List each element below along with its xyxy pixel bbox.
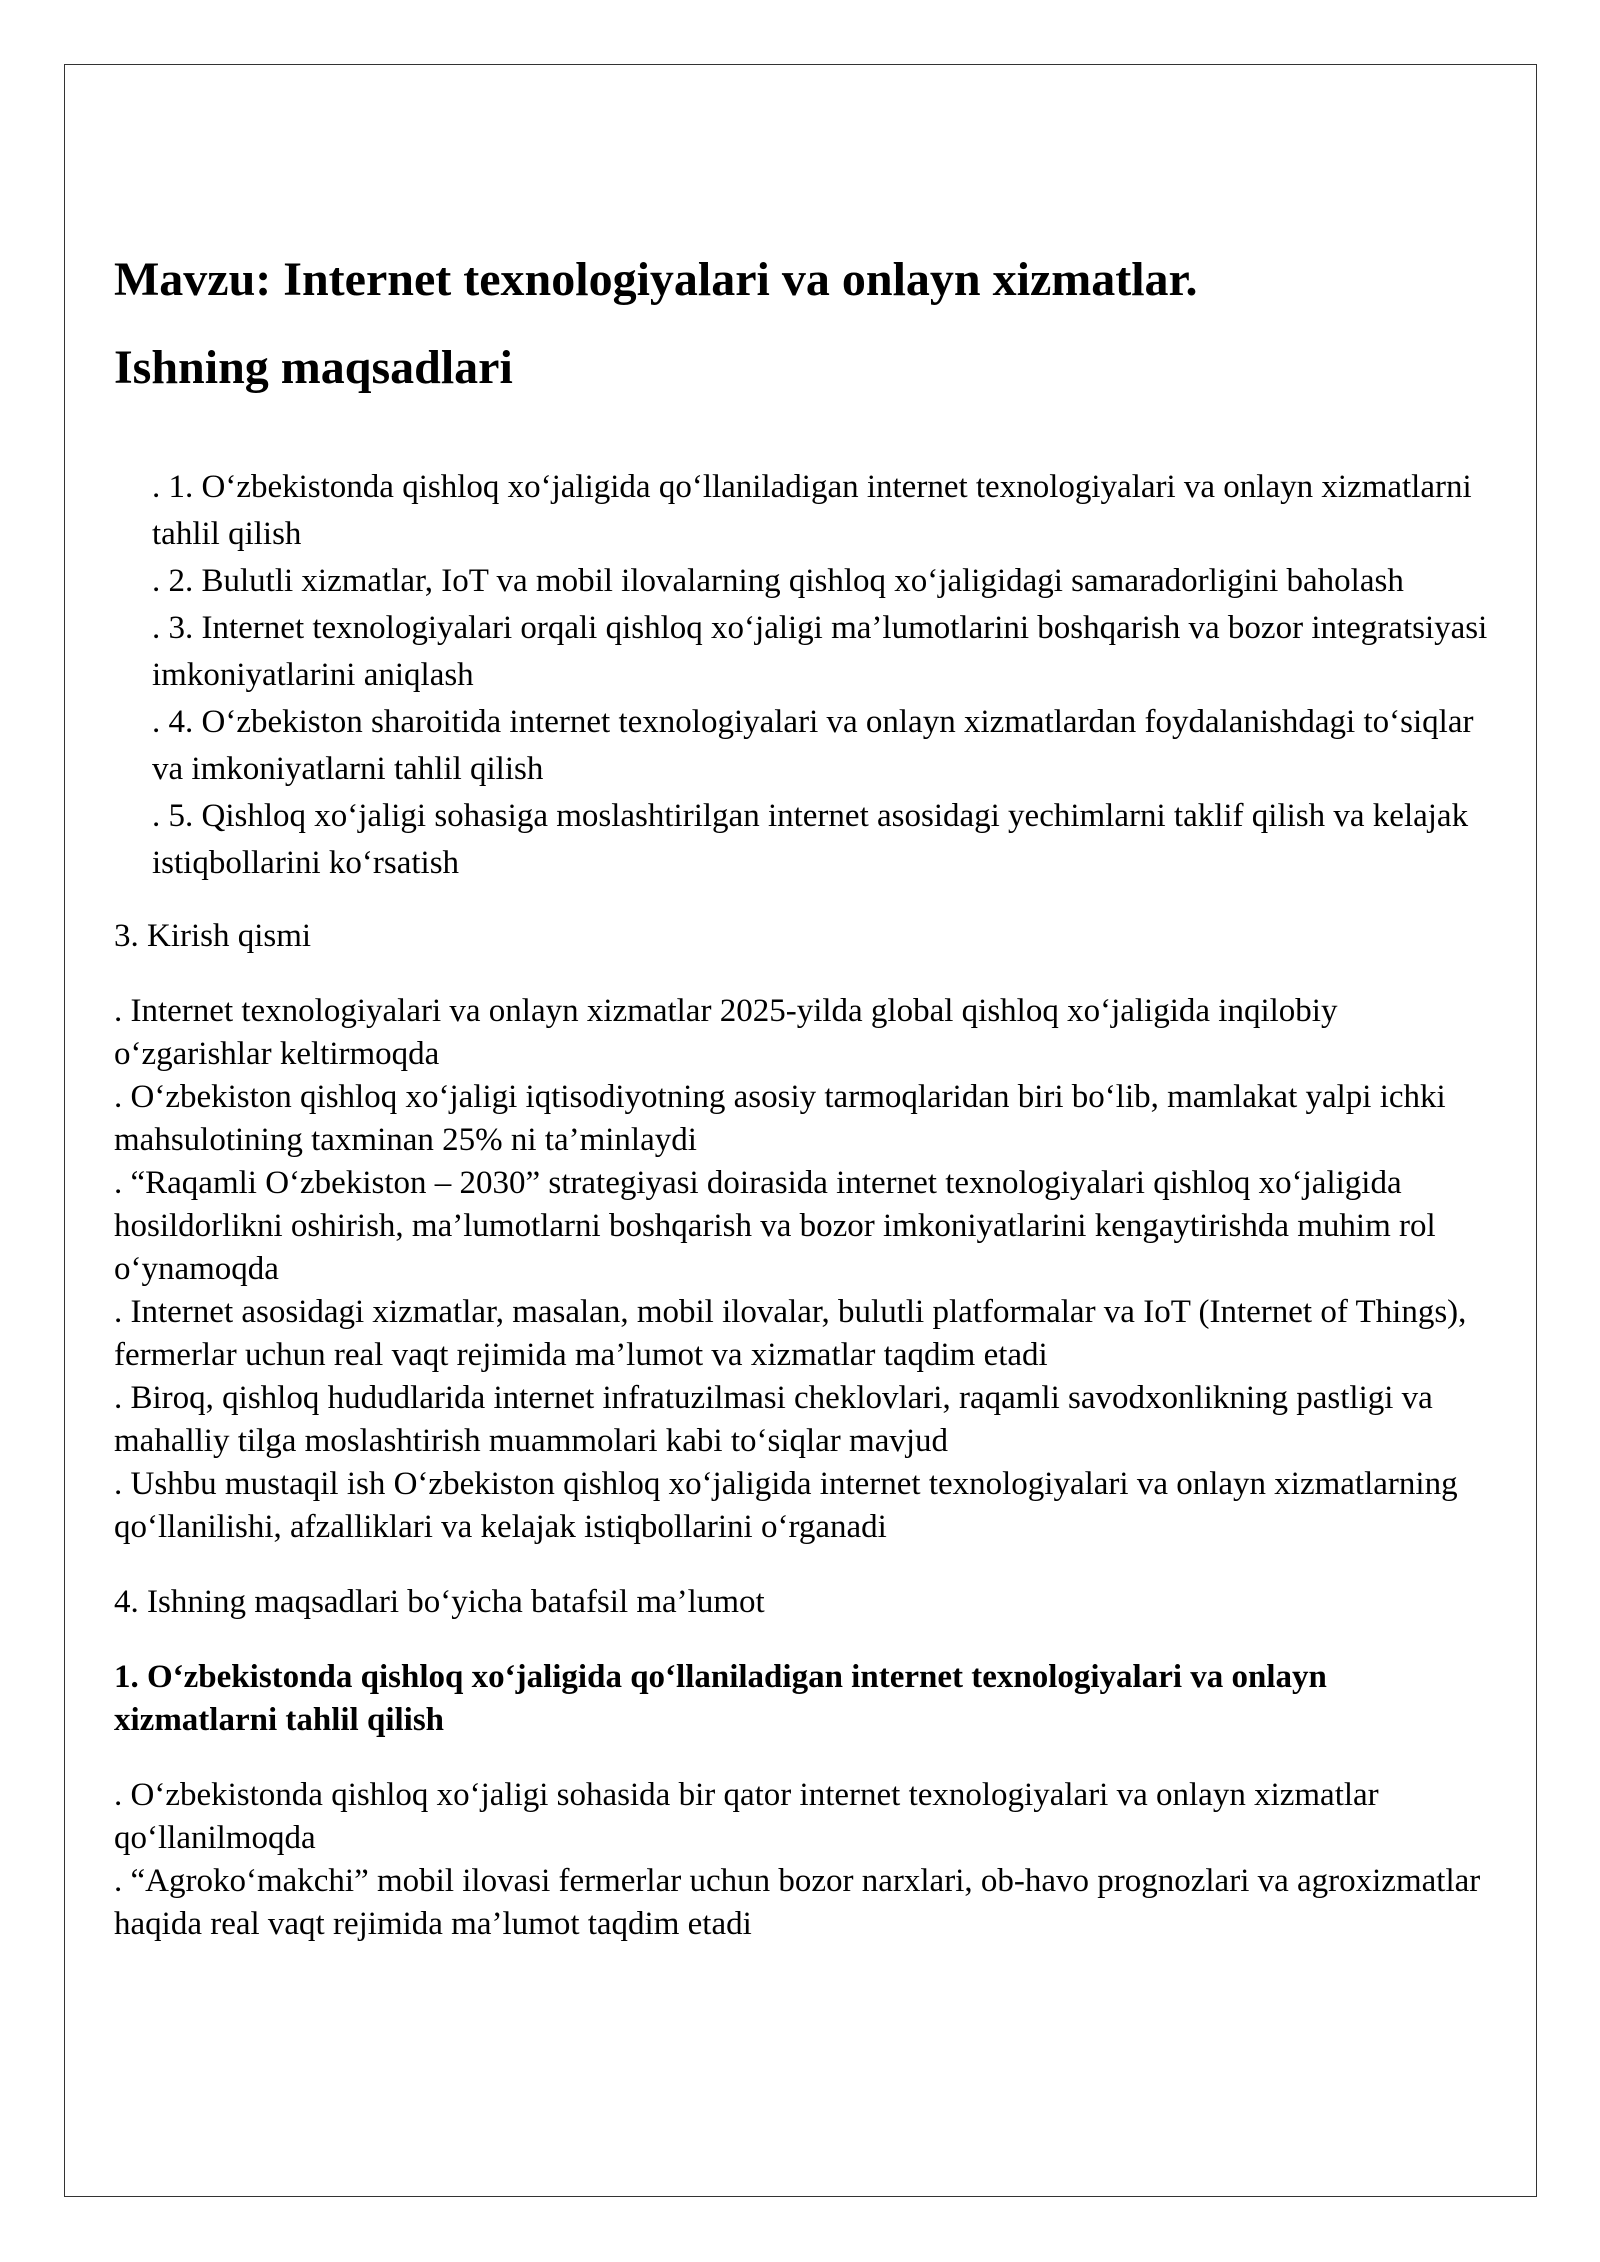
- goal-item: . 4. O‘zbekiston sharoitida internet texnologiyalari va onlayn xizmatlardan foydalanishdagi to‘siqlar va imkoniyatlarni tahlil qilish: [152, 704, 1474, 787]
- document-title: Mavzu: Internet texnologiyalari va onlayn xizmatlar.: [114, 253, 1198, 306]
- details-section-label: 4. Ishning maqsadlari bo‘yicha batafsil ma’lumot: [114, 1584, 765, 1620]
- intro-paragraph: . Internet asosidagi xizmatlar, masalan, mobil ilovalar, bulutli platformalar va IoT (Internet of Things), fermerlar uchun real vaqt rejimida ma’lumot va xizmatlar taqdim etadi: [114, 1294, 1467, 1373]
- intro-paragraph: . O‘zbekiston qishloq xo‘jaligi iqtisodiyotning asosiy tarmoqlaridan biri bo‘lib, mamlakat yalpi ichki mahsulotining taxminan 25% ni ta’minlaydi: [114, 1079, 1446, 1158]
- goal-item: . 3. Internet texnologiyalari orqali qishloq xo‘jaligi ma’lumotlarini boshqarish va bozor integratsiyasi imkoniyatlarini aniqlash: [152, 610, 1488, 693]
- intro-paragraphs: [114, 990, 1494, 1549]
- intro-section-label: 3. Kirish qismi: [114, 918, 312, 954]
- goal-item: . 2. Bulutli xizmatlar, IoT va mobil ilovalarning qishloq xo‘jaligidagi samaradorligini baholash: [152, 563, 1404, 599]
- subsection-paragraphs: [114, 1774, 1494, 1946]
- intro-paragraph: . Internet texnologiyalari va onlayn xizmatlar 2025-yilda global qishloq xo‘jaligida inqilobiy o‘zgarishlar keltirmoqda: [114, 993, 1338, 1072]
- intro-paragraph: . Biroq, qishloq hududlarida internet infratuzilmasi cheklovlari, raqamli savodxonlikning pastligi va mahalliy tilga moslashtirish muammolari kabi to‘siqlar mavjud: [114, 1380, 1433, 1459]
- subsection-paragraph: . “Agroko‘makchi” mobil ilovasi fermerlar uchun bozor narxlari, ob-havo prognozlari va agroxizmatlar haqida real vaqt rejimida ma’lumot taqdim etadi: [114, 1863, 1481, 1942]
- intro-paragraph: . Ushbu mustaqil ish O‘zbekiston qishloq xo‘jaligida internet texnologiyalari va onlayn xizmatlarning qo‘llanilishi, afzalliklari va kelajak istiqbollarini o‘rganadi: [114, 1466, 1458, 1545]
- intro-paragraph: . “Raqamli O‘zbekiston – 2030” strategiyasi doirasida internet texnologiyalari qishloq xo‘jaligida hosildorlikni oshirish, ma’lumotlarni boshqarish va bozor imkoniyatlarini kengaytirishda muhim rol o‘ynamoqda: [114, 1165, 1436, 1287]
- goals-list: [114, 464, 1494, 887]
- goal-item: . 1. O‘zbekistonda qishloq xo‘jaligida qo‘llaniladigan internet texnologiyalari va onlayn xizmatlarni tahlil qilish: [152, 469, 1472, 552]
- document-body: [114, 250, 1494, 1976]
- goal-item: . 5. Qishloq xo‘jaligi sohasiga moslashtirilgan internet asosidagi yechimlarni taklif qilish va kelajak istiqbollarini ko‘rsatish: [152, 798, 1469, 881]
- subsection-paragraph: . O‘zbekistonda qishloq xo‘jaligi sohasida bir qator internet texnologiyalari va onlayn xizmatlar qo‘llanilmoqda: [114, 1777, 1379, 1856]
- subsection-heading: 1. O‘zbekistonda qishloq xo‘jaligida qo‘llaniladigan internet texnologiyalari va onlayn xizmatlarni tahlil qilish: [114, 1659, 1327, 1738]
- goals-heading: Ishning maqsadlari: [114, 341, 513, 394]
